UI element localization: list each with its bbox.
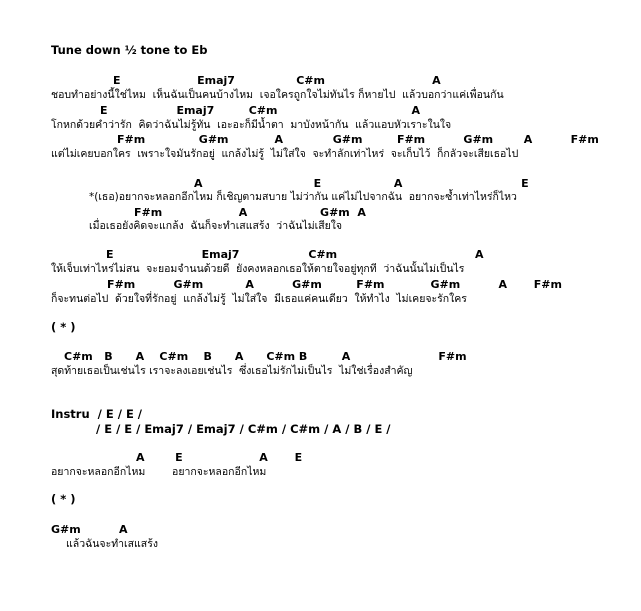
lyric-line: *(เธอ)อยากจะหลอกอีกไหม ก็เชิญตามสบาย ไม่ว่ากัน แค่ไม่ไปจากฉัน อยากจะซ้ำเท่าไหร่ก็ไหว — [89, 191, 517, 203]
repeat-marker: ( * ) — [51, 320, 76, 334]
sheet-title: Tune down ½ tone to Eb — [51, 43, 208, 57]
repeat-marker: ( * ) — [51, 492, 76, 506]
chord-line: G#m A — [51, 523, 128, 536]
lyric-line: ให้เจ็บเท่าไหร่ไม่สน จะยอมจำนนด้วยดี ยังคงหลอกเธอให้ตายใจอยู่ทุกที ว่าฉันนั้นไม่เป็นไร — [51, 263, 465, 275]
lyric-line: ชอบทำอย่างนี้ใช่ไหม เห็นฉันเป็นคนบ้างไหม เจอใครถูกใจไม่ทันไร ก็หายไป แล้วบอกว่าแค่เพื่อนกัน — [51, 89, 504, 101]
lyric-line: เมื่อเธอยังคิดจะแกล้ง ฉันก็จะทำเสแสร้ง ว่าฉันไม่เสียใจ — [89, 220, 343, 232]
lyric-line: โกหกด้วยคำว่ารัก คิดว่าฉันไม่รู้ทัน เอะอะก็มีน้ำตา มาบังหน้ากัน แล้วแอบหัวเราะในใจ — [51, 119, 452, 131]
chord-line: E Emaj7 C#m A — [100, 104, 421, 117]
lyric-line: สุดท้ายเธอเป็นเช่นไร เราจะลงเอยเช่นไร ซึ่งเธอไม่รักไม่เป็นไร ไม่ใช่เรื่องสำคัญ — [51, 365, 413, 377]
instrumental-line: / E / E / Emaj7 / Emaj7 / C#m / C#m / A / B / E / — [96, 422, 391, 436]
chord-line: F#m G#m A G#m F#m G#m A F#m — [107, 278, 562, 291]
chord-line: F#m A G#m A — [134, 206, 366, 219]
lyric-line: แล้วฉันจะทำเสแสร้ง — [66, 538, 158, 550]
lyric-line: แต่ไม่เคยบอกใคร เพราะใจมันรักอยู่ แกล้งไม่รู้ ไม่ใส่ใจ จะทำลักเท่าไหร่ จะเก็บไว้ ก็กลัวจะเสียเธอไป — [51, 148, 519, 160]
instrumental-line: Instru / E / E / — [51, 407, 143, 421]
chord-line: E Emaj7 C#m A — [106, 248, 484, 261]
lyric-line: อยากจะหลอกอีกไหม อยากจะหลอกอีกไหม — [51, 466, 267, 478]
chord-line: A E A E — [136, 451, 303, 464]
chord-line: E Emaj7 C#m A — [113, 74, 441, 87]
chord-line: A E A E — [194, 177, 529, 190]
lyric-line: ก็จะทนต่อไป ด้วยใจที่รักอยู่ แกล้งไม่รู้ ไม่ใส่ใจ มีเธอแค่คนเดียว ให้ทำไง ไม่เคยจะรักใคร — [51, 293, 467, 305]
chord-line: F#m G#m A G#m F#m G#m A F#m — [117, 133, 599, 146]
chord-line: C#m B A C#m B A C#m B A F#m — [64, 350, 467, 363]
